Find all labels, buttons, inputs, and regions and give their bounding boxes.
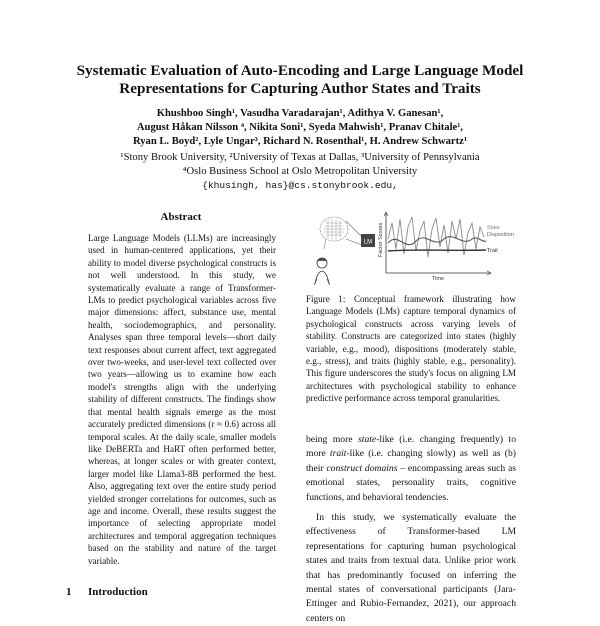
- lm-label: LM: [363, 239, 373, 246]
- trait-label: Trait: [487, 248, 498, 254]
- body-p1-domains: construct domains: [326, 462, 398, 474]
- person-icon: [314, 258, 330, 285]
- y-axis-label: Factor Scores: [378, 222, 384, 257]
- body-text-right-column: [306, 433, 516, 626]
- body-p1-text-b: -like (i.e. changing frequently) to more: [306, 434, 516, 460]
- body-paragraph-1: [306, 433, 516, 505]
- section-heading-introduction: [66, 586, 148, 598]
- speech-bubble-icon: [320, 217, 348, 249]
- connector-lines: [346, 221, 362, 245]
- lm-box: [361, 234, 375, 247]
- body-p1-state: state: [358, 434, 377, 445]
- disposition-label: Disposition: [487, 232, 514, 238]
- authors-line-3: Ryan L. Boyd², Lyle Ungar³, Richard N. Rosenthal¹, H. Andrew Schwartz¹: [132, 136, 468, 147]
- abstract-heading: Abstract: [160, 211, 202, 223]
- figure-1-caption: Figure 1: Conceptual framework illustrating how Language Models (LMs) capture temporal dynamics of psychological constructs across varying levels of stability. Constructs are categorized into states (highly variable, e.g., mood), dispositions (moderately stable, e.g., stress), and traits (highly stable, e.g., personality). This figure underscores the study's focus on aligning LM architectures with psychological stability to enhance predictive performance across temporal granularities.: [306, 294, 516, 404]
- affiliation-line-2: ⁴Oslo Business School at Oslo Metropolitan University: [182, 166, 418, 177]
- author-email: {khusingh, has}@cs.stonybrook.edu,: [202, 180, 398, 191]
- body-p1-text-c: -like (i.e. changing slowly) as well as (b) their: [306, 448, 516, 474]
- affiliation-line-1: ¹Stony Brook University, ²University of Texas at Dallas, ³University of Pennsylvania: [120, 152, 480, 163]
- body-p1-text-a: being more: [306, 434, 359, 445]
- body-p1-trait: trait: [329, 448, 347, 460]
- author-list: [40, 107, 560, 149]
- authors-line-2: August Håkan Nilsson ⁴, Nikita Soni¹, Syeda Mahwish¹, Pranav Chitale¹,: [136, 122, 464, 133]
- paper-title: Systematic Evaluation of Auto-Encoding and Large Language Model Representations for Capturing Author States and Traits: [76, 62, 524, 97]
- x-axis-label: Time: [431, 276, 445, 282]
- figure-1-illustration: [306, 209, 516, 289]
- state-label: State: [487, 225, 500, 231]
- trait-line: [388, 250, 486, 251]
- section-title: Introduction: [88, 586, 148, 598]
- body-p1-text-d: – encompassing areas such as emotional states, personality traits, cognitive functions, and behavioral tendencies.: [306, 462, 516, 503]
- body-paragraph-2: In this study, we systematically evaluate the effectiveness of Transformer-based LM representations for capturing human psychological states and traits from textual data. Unlike prior work that has predominantly focused on inferring the mental states of conversational participants (Jara-Ettinger and Rubio-Fernandez, 2021), our approach centers on: [306, 512, 516, 624]
- section-number: 1: [66, 586, 72, 598]
- authors-line-1: Khushboo Singh¹, Vasudha Varadarajan¹, Adithya V. Ganesan¹,: [156, 108, 444, 119]
- abstract-text: Large Language Models (LLMs) are increasingly used in human-centered applications, yet their ability to model diverse psychological constructs is not well understood. In this study, we systematically evaluate a range of Transformer-LMs to predict psychological variables across five major dimensions: affect, substance use, mental health, sociodemographics, and personality. Analyses span three temporal levels—short daily text responses about current affect, text aggregated over two-weeks, and user-level text collected over two years—allowing us to examine how each model's strengths align with the underlying stability of different constructs. The findings show that mental health signals emerge as the most accurately predicted dimensions (r ≈ 0.6) across all temporal scales. At the daily scale, smaller models like DeBERTa and HaRT often performed better, whereas, at longer scales or with greater context, larger model like Llama3-8B performed the best. Also, aggregating text over the entire study period yielded stronger correlations for outcomes, such as age and income. Overall, these results suggest the importance of selecting appropriate model architectures and temporal aggregation techniques based on the stability and nature of the target variable.: [88, 233, 276, 566]
- affiliations: [40, 151, 560, 193]
